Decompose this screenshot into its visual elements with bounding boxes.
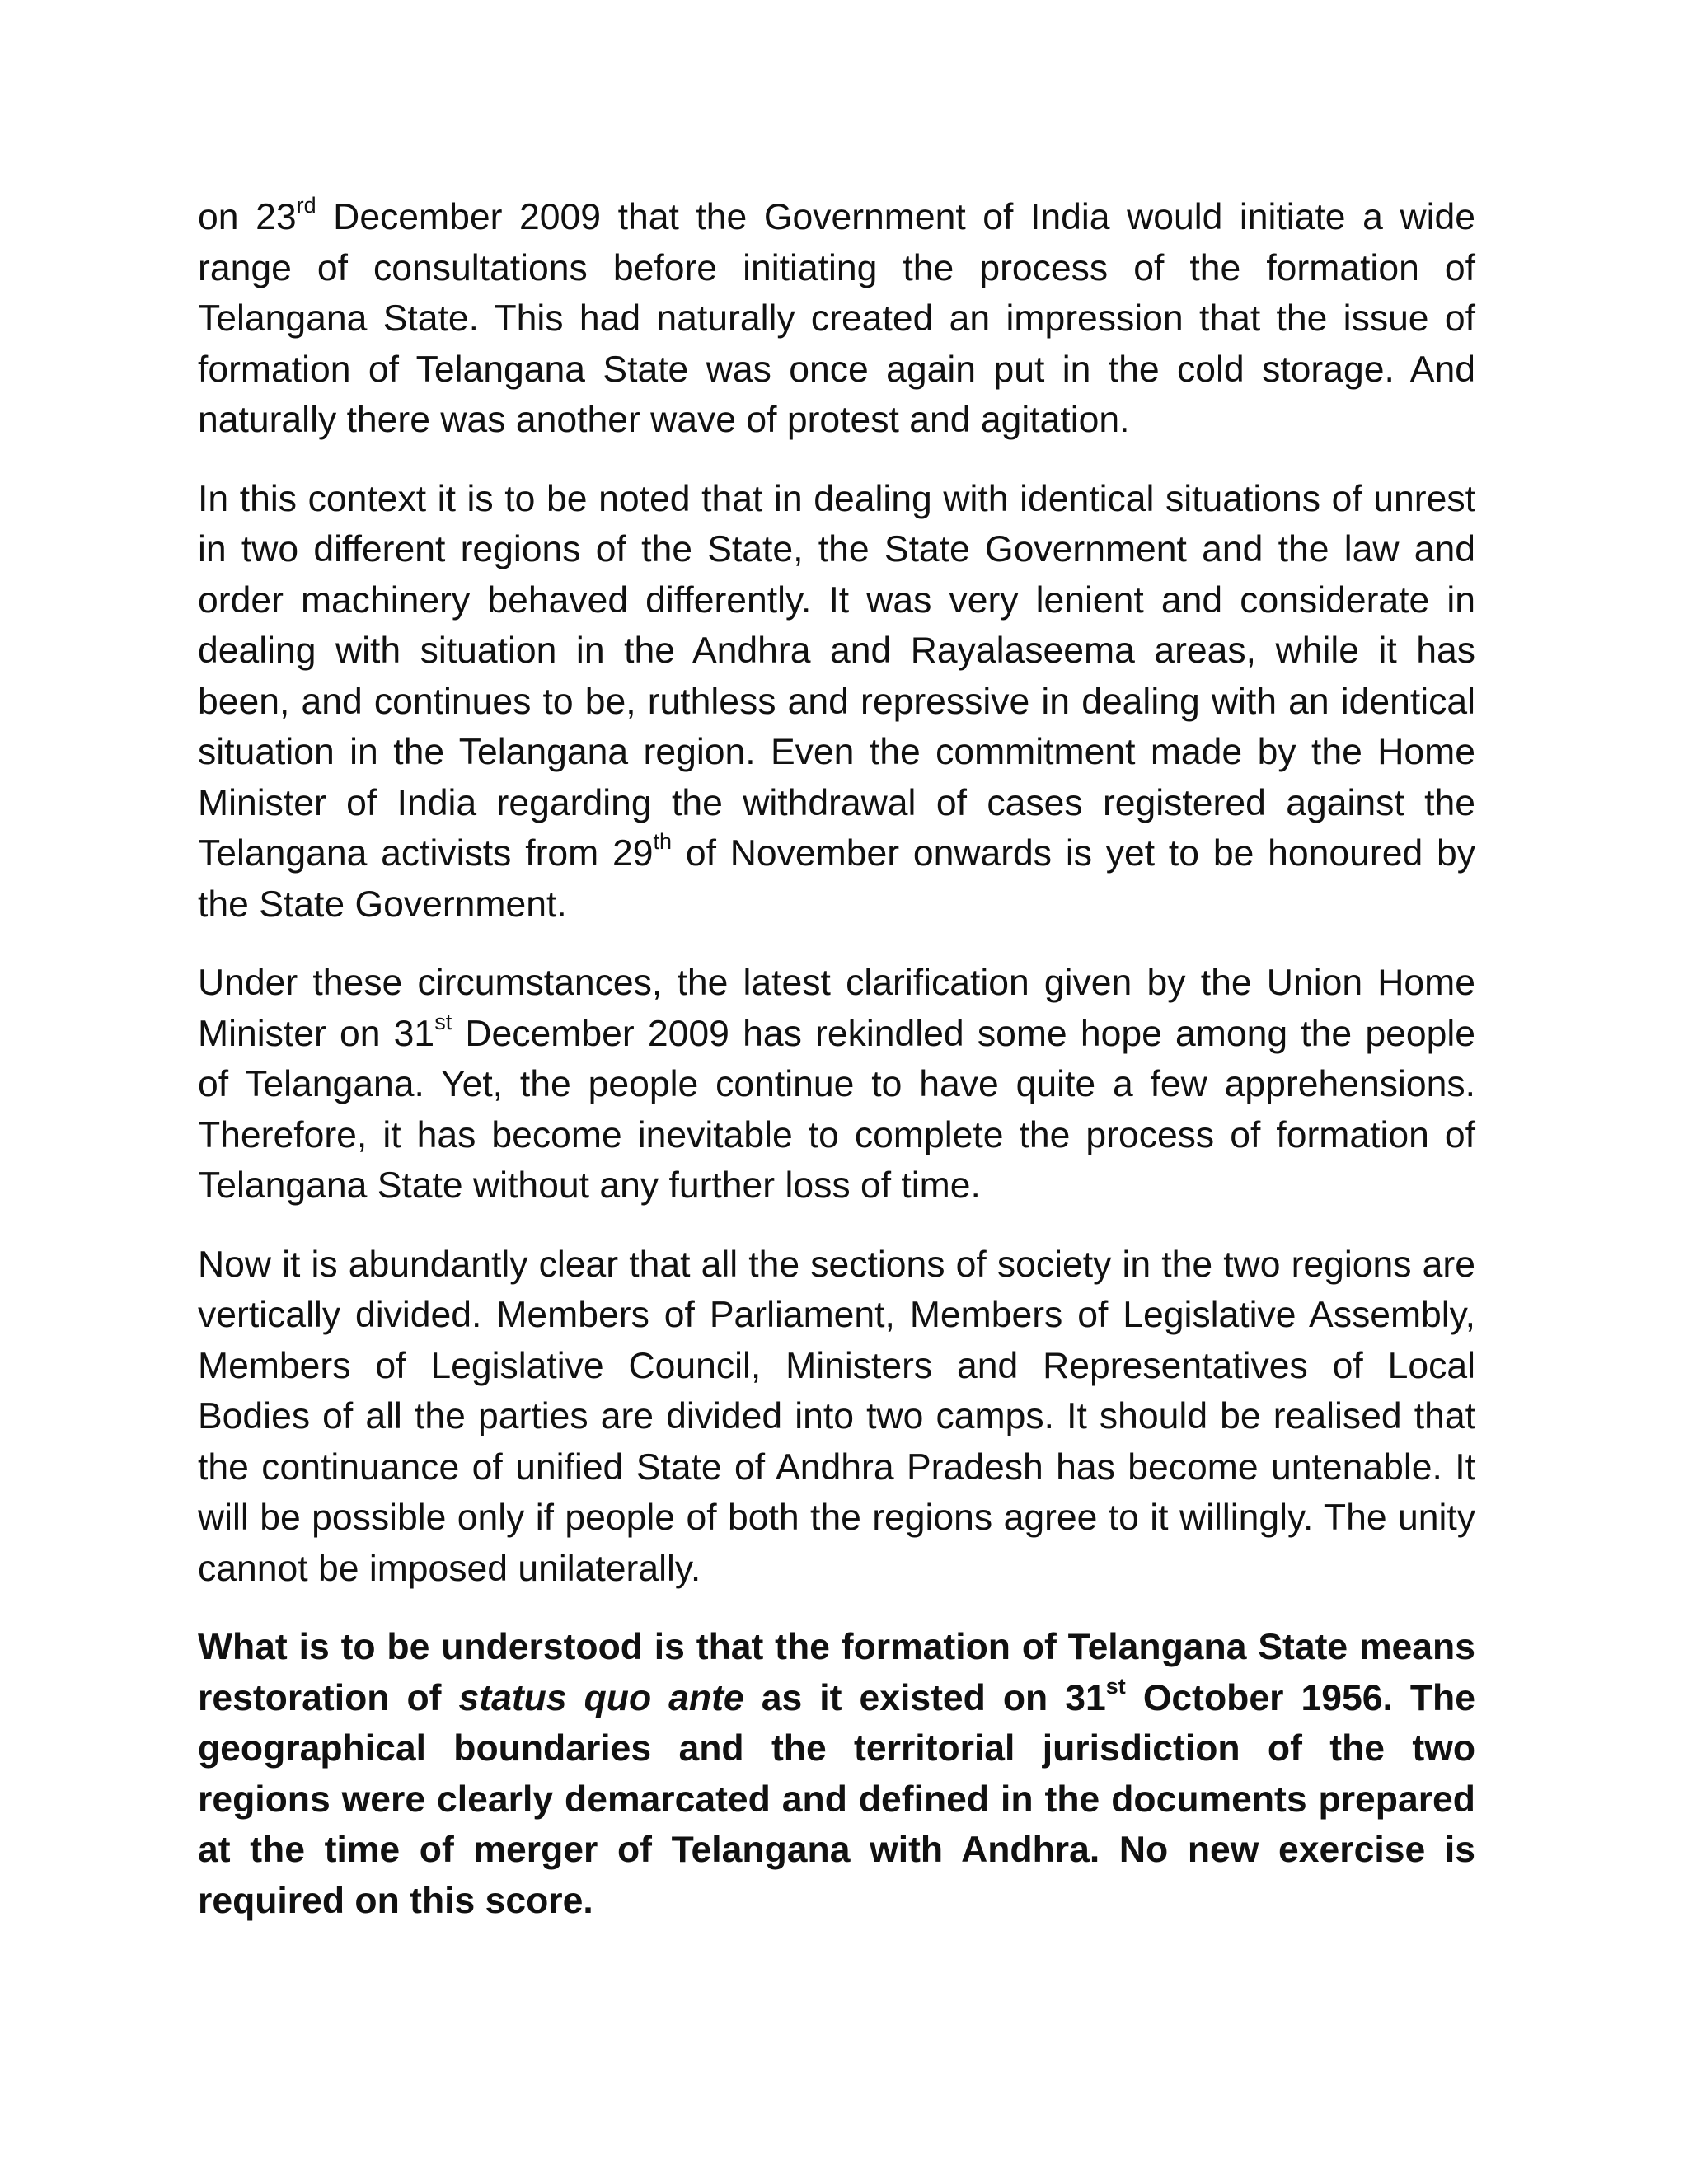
text-run: as it existed on 31 xyxy=(743,1677,1106,1718)
text-run: October 1956. The geographical boundaries and the territorial jurisdiction of the two regions were clearly demarcated and defined in the documents prepared at the time of merger of Telangana with Andhra. No new exercise is required on this score. xyxy=(198,1677,1475,1921)
text-run: In this context it is to be noted that in dealing with identical situations of unrest in two different regions of the State, the State Government and the law and order machinery behaved differently. It was very lenient and considerate in dealing with situation in the Andhra and Rayalaseema areas, while it has been, and continues to be, ruthless and repressive in dealing with an identical situation in the Telangana region. Even the commitment made by the Home Minister of India regarding the withdrawal of cases registered against the Telangana activists from 29 xyxy=(198,478,1475,874)
paragraph-3 xyxy=(198,958,1475,1212)
ordinal-suffix: th xyxy=(653,828,673,854)
text-run: of November onwards is yet to be honoured by the State Government. xyxy=(198,833,1475,925)
text-run: December 2009 has rekindled some hope among the people of Telangana. Yet, the people continue to have quite a few apprehensions. Therefore, it has become inevitable to complete the process of formation of Telangana State without any further loss of time. xyxy=(198,1013,1475,1206)
document-page xyxy=(198,192,1475,1954)
ordinal-suffix: st xyxy=(434,1009,452,1034)
paragraph-1 xyxy=(198,192,1475,446)
text-run: Now it is abundantly clear that all the sections of society in the two regions are vertically divided. Members of Parliament, Members of Legislative Assembly, Members of Legislative Council, Ministers and Representatives of Local Bodies of all the parties are divided into two camps. It should be realised that the continuance of unified State of Andhra Pradesh has become untenable. It will be possible only if people of both the regions agree to it willingly. The unity cannot be imposed unilaterally. xyxy=(198,1244,1475,1589)
ordinal-suffix: st xyxy=(1105,1673,1126,1699)
paragraph-4 xyxy=(198,1240,1475,1595)
text-run: on 23 xyxy=(198,197,297,237)
text-run: Under these circumstances, the latest clarification given by the Union Home Minister on 31 xyxy=(198,963,1475,1054)
text-run: December 2009 that the Government of India would initiate a wide range of consultations before initiating the process of the formation of Telangana State. This had naturally created an impression that the issue of formation of Telangana State was once again put in the cold storage. And naturally there was another wave of protest and agitation. xyxy=(198,197,1475,440)
paragraph-5-emphasis xyxy=(198,1622,1475,1926)
paragraph-2 xyxy=(198,474,1475,930)
ordinal-suffix: rd xyxy=(296,192,316,218)
text-run: What is to be understood is that the formation of Telangana State means restoration of xyxy=(198,1627,1475,1718)
latin-phrase: status quo ante xyxy=(458,1677,744,1718)
